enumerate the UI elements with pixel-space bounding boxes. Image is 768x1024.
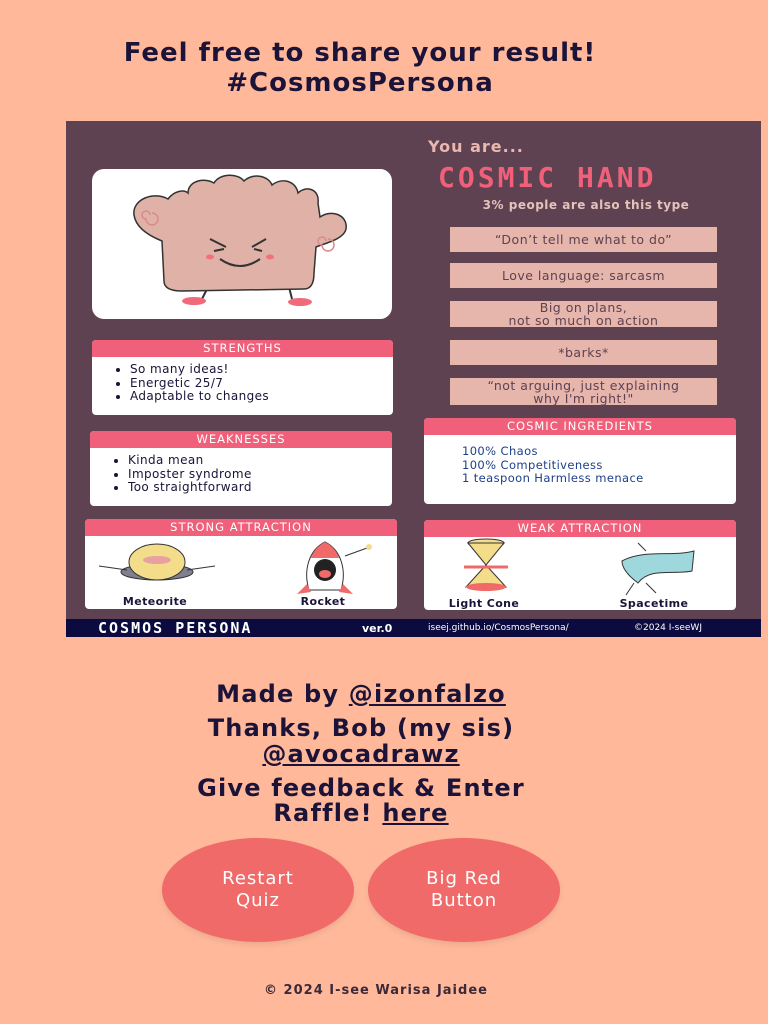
thanks-handle-line: [0, 741, 722, 767]
spacetime-icon: [622, 543, 694, 595]
you-are-label: You are...: [428, 137, 524, 156]
strong-attraction-panel: [85, 519, 397, 609]
strengths-list: [92, 363, 393, 404]
trait-3: Big on plans, not so much on action: [450, 301, 717, 327]
feedback-line: Give feedback & Enter: [197, 774, 525, 802]
card-footer-bar: [66, 619, 761, 637]
character-image-box: [92, 169, 392, 319]
weakness-item: • Imposter syndrome: [128, 468, 392, 482]
weakness-item: • Kinda mean: [128, 454, 392, 468]
persona-type-name: COSMIC HAND: [438, 161, 657, 194]
result-card: [66, 121, 761, 637]
strengths-title: STRENGTHS: [92, 340, 393, 357]
strengths-panel: [92, 340, 393, 415]
strong-attraction-title: STRONG ATTRACTION: [85, 519, 397, 536]
trait-2: Love language: sarcasm: [450, 263, 717, 288]
restart-quiz-button[interactable]: Restart Quiz: [162, 838, 354, 942]
trait-1: “Don’t tell me what to do”: [450, 227, 717, 252]
trait-5: “not arguing, just explaining why I'm right!": [450, 378, 717, 405]
weakness-item: • Too straightforward: [128, 481, 392, 495]
ingredient-item: 100% Chaos: [462, 444, 538, 458]
strength-item: • So many ideas!: [130, 363, 393, 377]
share-heading: [0, 38, 720, 98]
avocadrawz-link[interactable]: @avocadrawz: [262, 740, 460, 768]
meteorite-label: Meteorite: [122, 595, 188, 608]
made-by-line: [0, 681, 722, 707]
ingredients-panel: [424, 418, 736, 504]
card-copyright: ©2024 I-seeWJ: [634, 623, 702, 633]
made-by-prefix: Made by: [216, 680, 349, 708]
share-heading-line1: Feel free to share your result!: [123, 38, 597, 68]
meteorite-icon: [99, 544, 215, 580]
weaknesses-panel: [90, 431, 392, 506]
rocket-icon: [297, 542, 372, 594]
spacetime-label: Spacetime: [619, 597, 689, 610]
thanks-line: Thanks, Bob (my sis): [207, 714, 515, 742]
site-url: iseej.github.io/CosmosPersona/: [428, 623, 569, 633]
type-percentage: 3% people are also this type: [482, 198, 690, 212]
cosmos-persona-brand: COSMOS PERSONA: [98, 619, 253, 637]
weaknesses-title: WEAKNESSES: [90, 431, 392, 448]
feedback-here-link[interactable]: here: [382, 799, 449, 827]
light-cone-label: Light Cone: [448, 597, 520, 610]
hashtag: #CosmosPersona: [226, 68, 494, 98]
big-red-button[interactable]: Big Red Button: [368, 838, 560, 942]
weaknesses-list: [90, 454, 392, 495]
light-cone-icon: [464, 539, 508, 591]
page-copyright: © 2024 I-see Warisa Jaidee: [264, 983, 488, 998]
rocket-label: Rocket: [300, 595, 346, 608]
ingredient-item: 100% Competitiveness: [462, 457, 603, 472]
weak-attraction-panel: [424, 520, 736, 610]
version-label: ver.0: [362, 622, 393, 635]
strength-item: • Energetic 25/7: [130, 377, 393, 391]
feedback-line-2: [0, 800, 722, 826]
trait-4: *barks*: [450, 340, 717, 365]
raffle-text: Raffle!: [273, 799, 383, 827]
cosmic-hand-illustration: [92, 169, 392, 319]
ingredients-title: COSMIC INGREDIENTS: [424, 418, 736, 435]
izonfalzo-link[interactable]: @izonfalzo: [348, 680, 506, 708]
ingredient-item: 1 teaspoon Harmless menace: [462, 471, 644, 485]
weak-attraction-title: WEAK ATTRACTION: [424, 520, 736, 537]
ingredients-list: [424, 435, 736, 486]
strength-item: • Adaptable to changes: [130, 390, 393, 404]
